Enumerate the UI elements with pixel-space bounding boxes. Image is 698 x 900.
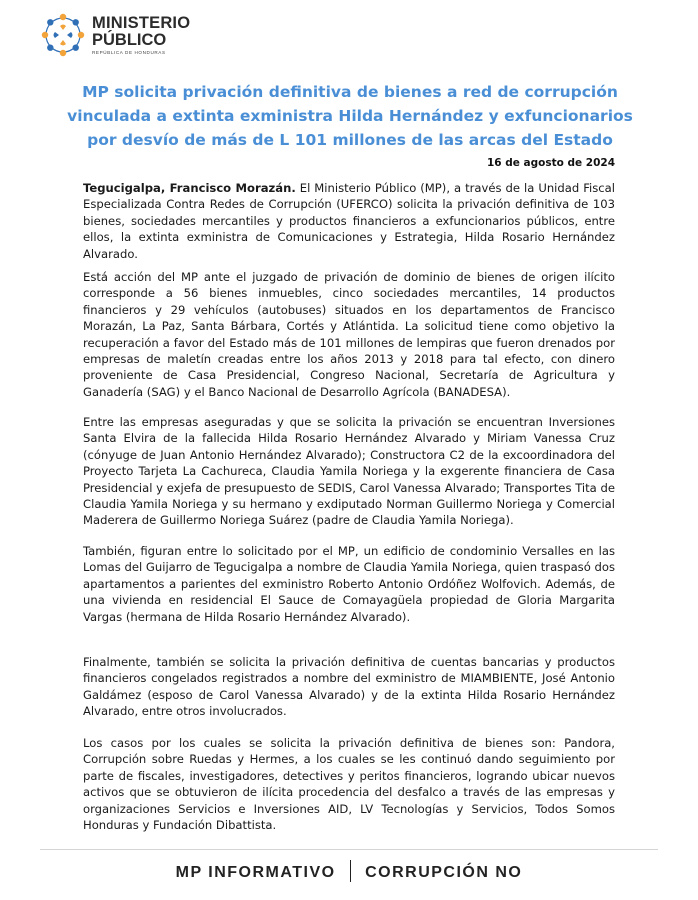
paragraph-1-text: El Ministerio Público (MP), a través de la Unidad Fiscal Especializada Contra Redes de Corrupción (UFERCO) solicita la privación definitiva de 103 bienes, sociedades mercantiles y productos financieros a exfuncionarios públicos, entre ellos, la extinta exministra de Comunicaciones y Estrategia, Hilda Rosario Hernández Alvarado. (83, 181, 615, 261)
paragraph-5: Finalmente, también se solicita la privación definitiva de cuentas bancarias y productos financieros congelados registrados a nombre del exministro de MIAMBIENTE, José Antonio Galdámez (esposo de Carol Vanessa Alvarado) y de la extinta Hilda Rosario Hernández Alvarado, entre otros involucrados. (83, 655, 615, 719)
footer (0, 849, 698, 900)
people-circle-logo-icon (40, 12, 86, 58)
dateline: Tegucigalpa, Francisco Morazán. (83, 181, 296, 195)
paragraph-2: Está acción del MP ante el juzgado de privación de dominio de bienes de origen ilícito corresponde a 56 bienes inmuebles, cinco sociedades mercantiles, 14 productos financieros y 29 vehículos (autobuses) situados en los departamentos de Francisco Morazán, La Paz, Santa Bárbara, Cortés y Atlántida. La solicitud tiene como objetivo la recuperación a favor del Estado más de 101 millones de lempiras que fueron drenados por empresas de maletín creadas entre los años 2013 y 2018 para tal efecto, con dinero proveniente de Casa Presidencial, Congreso Nacional, Secretaría de Agricultura y Ganadería (SAG) y el Banco Nacional de Desarrollo Agrícola (BANADESA). (83, 270, 615, 399)
paragraph-1 (83, 180, 615, 262)
logo-wordmark (92, 15, 190, 56)
logo-line-republica: REPÚBLICA DE HONDURAS (92, 49, 166, 55)
press-release-body (83, 180, 615, 833)
footer-corrupcion-no: CORRUPCIÓN NO (365, 864, 523, 882)
paragraph-6: Los casos por los cuales se solicita la privación definitiva de bienes son: Pandora, Corrupción sobre Ruedas y Hermes, a los cuales se les continuó dando seguimiento por parte de fiscales, investigadores, detectives y peritos financieros, logrando ubicar nuevos activos que se obtuvieron de ilícita procedencia del desfalco a través de las empresas y organizaciones Servicios e Inversiones AID, LV Tecnologías y Servicios, Todos Somos Honduras y Fundación Dibattista. (83, 736, 615, 833)
footer-separator (350, 860, 352, 882)
footer-slogan (0, 862, 698, 884)
ministerio-publico-logo (40, 12, 190, 58)
paragraph-3: Entre las empresas aseguradas y que se solicita la privación se encuentran Inversiones Santa Elvira de la fallecida Hilda Rosario Hernández Alvarado y Miriam Vanessa Cruz (cónyuge de Juan Antonio Hernández Alvarado); Constructora C2 de la excoordinadora del Proyecto Tarjeta La Cachureca, Claudia Yamila Noriega y la exgerente financiera de Casa Presidencial y exjefa de presupuesto de SEDIS, Carol Vanessa Alvarado; Transportes Tita de Claudia Yamila Noriega y su hermano y exdiputado Norman Guillermo Noriega y Comercial Maderera de Guillermo Noriega Suárez (padre de Claudia Yamila Noriega). (83, 415, 615, 528)
logo-line-publico: PÚBLICO (92, 31, 167, 50)
footer-mp-informativo: MP INFORMATIVO (175, 864, 336, 882)
logo-line-ministerio: MINISTERIO (92, 13, 191, 32)
paragraph-4: También, figuran entre lo solicitado por el MP, un edificio de condominio Versalles en las Lomas del Guijarro de Tegucigalpa a nombre de Claudia Yamila Noriega, quien traspasó dos apartamentos a parientes del exministro Roberto Antonio Ordóñez Wolfovich. Además, de una vivienda en residencial El Sauce de Comayagüela propiedad de Gloria Margarita Vargas (hermana de Hilda Rosario Hernández Alvarado). (83, 544, 615, 624)
footer-divider (40, 849, 658, 850)
press-release-headline: MP solicita privación definitiva de bienes a red de corrupción vinculada a extinta exministra Hilda Hernández y exfuncionarios por desvío de más de L 101 millones de las arcas del Estado (67, 83, 633, 149)
release-date: 16 de agosto de 2024 (486, 157, 615, 169)
